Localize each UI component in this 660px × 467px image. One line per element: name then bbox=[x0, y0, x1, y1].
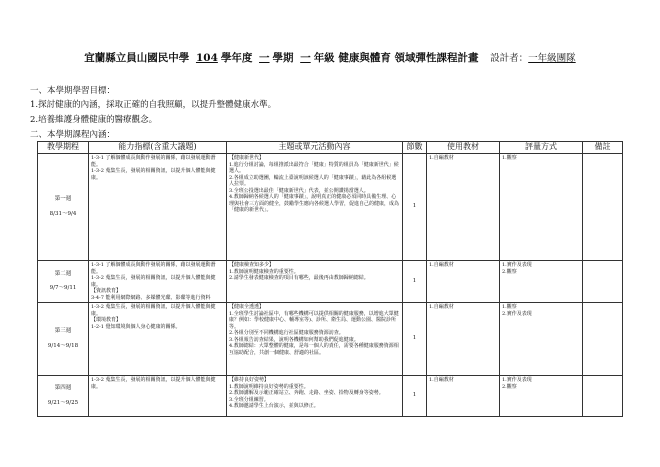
indicator-cell bbox=[89, 303, 227, 376]
indicator-cell bbox=[89, 261, 227, 303]
course-table bbox=[37, 141, 623, 417]
notes-cell bbox=[583, 154, 623, 261]
table-row bbox=[38, 261, 623, 303]
assessment-line: 1.觀察 bbox=[502, 304, 517, 310]
content-line: 4.教師總結：大眾整體的健康，是每一個人的責任，需要各種健康服務資源相互協助配合，共創一個健康、舒適的社區。 bbox=[229, 343, 399, 356]
content-line: 2.各組成立助選團，輪流上臺說明該候選人的「健康事蹟」，藉此為各組候選人拉票。 bbox=[229, 174, 397, 187]
table-row bbox=[38, 154, 623, 261]
periods-cell: 1 bbox=[403, 376, 427, 417]
periods-cell: 1 bbox=[403, 303, 427, 376]
content-line: 1.教師說明維持良好姿勢的重要性。 bbox=[229, 383, 309, 390]
materials-cell: 1.自編教材 bbox=[427, 303, 500, 376]
periods-cell: 1 bbox=[403, 261, 427, 303]
assessment-cell bbox=[500, 303, 583, 376]
week-cell bbox=[38, 376, 89, 417]
grade: 一 bbox=[300, 52, 311, 64]
content-line: 1.教師說明健康檢查的重要性。 bbox=[229, 268, 299, 275]
assessment-line: 2.觀察 bbox=[502, 383, 517, 390]
indicator-line: 1-3-2 蒐集生長，發展的相關資訊，以提升個人體能與健康。 bbox=[91, 275, 216, 288]
designer-value: 一年級團隊 bbox=[528, 53, 576, 64]
semester-label: 學期 bbox=[272, 52, 294, 64]
assessment-cell bbox=[500, 376, 583, 417]
week-label: 第一週 bbox=[54, 196, 72, 203]
indicator-line: 1-3-1 了解個體成長與動作發展的關係，藉以發展運動潛能。 bbox=[91, 155, 216, 168]
week-dates: 9/14～9/18 bbox=[47, 342, 79, 349]
week-dates: 8/31～9/4 bbox=[49, 210, 77, 217]
document-title bbox=[0, 50, 660, 65]
subject: 健康與體育 bbox=[338, 52, 391, 64]
table-row bbox=[38, 303, 623, 376]
column-header: 使用教材 bbox=[427, 142, 500, 154]
week-label: 第四週 bbox=[54, 385, 72, 392]
content-line: 2.請學生發表健康檢查的項目有哪些，最後再由教師歸納總結。 bbox=[229, 275, 369, 281]
designer bbox=[490, 53, 576, 64]
school-name: 宜蘭縣立員山國民中學 bbox=[84, 52, 190, 64]
column-header: 評量方式 bbox=[500, 142, 583, 154]
indicator-line: 【環境教育】 bbox=[91, 317, 122, 323]
indicator-line: 【資訊教育】 bbox=[91, 288, 122, 294]
week-cell bbox=[38, 154, 89, 261]
column-header: 備註 bbox=[583, 142, 623, 154]
assessment-line: 1.觀察 bbox=[502, 155, 517, 161]
notes-cell bbox=[583, 303, 623, 376]
indicator-cell bbox=[89, 154, 227, 261]
objective-item: 1.探討健康的內涵，採取正確的自我照顧，以提升整體健康水準。 bbox=[30, 100, 277, 110]
assessment-line: 1.實作及表現 bbox=[502, 377, 532, 383]
week-cell bbox=[38, 261, 89, 303]
materials-cell: 1.自編教材 bbox=[427, 154, 500, 261]
assessment-line: 2.實作及表現 bbox=[502, 310, 532, 317]
column-header: 教學期程 bbox=[38, 142, 89, 154]
column-header: 能力指標(含重大議題) bbox=[89, 142, 227, 154]
content-line: 3.各組報告訪查結果，說明各機構如何幫助我們促進健康。 bbox=[229, 336, 359, 343]
indicator-line: 1-2-1 覺知環境與個人身心健康的關係。 bbox=[91, 323, 181, 330]
content-line: 2.各組分別至不同機構進行社區健康服務資源訪查。 bbox=[229, 330, 344, 336]
content-line: 4.教師邀請學生上台演示，並與以修正。 bbox=[229, 403, 319, 409]
content-cell bbox=[227, 154, 403, 261]
assessment-cell bbox=[500, 261, 583, 303]
grade-label: 年級 bbox=[313, 52, 335, 64]
indicator-line: 1-3-1 了解個體成長與動作發展的關係，藉以發展運動潛能。 bbox=[91, 262, 216, 275]
week-cell bbox=[38, 303, 89, 376]
week-dates: 9/21～9/25 bbox=[47, 399, 79, 406]
content-line: 【健康檢查知多少】 bbox=[229, 262, 275, 268]
week-dates: 9/7～9/11 bbox=[49, 285, 77, 292]
content-cell bbox=[227, 261, 403, 303]
indicator-line: 1-3-2 蒐集生長，發展的相關資訊，以提升個人體能與健康。 bbox=[91, 304, 216, 317]
materials-cell: 1.自編教材 bbox=[427, 376, 500, 417]
objectives-heading: 一、本學期學習目標： bbox=[30, 86, 116, 96]
indicator-line: 1-3-2 蒐集生長，發展的相關資訊，以提升個人體能與健康。 bbox=[91, 377, 216, 390]
periods-cell: 1 bbox=[403, 154, 427, 261]
content-line: 【健康全透透】 bbox=[229, 304, 265, 310]
objective-item: 2.培養維護身體健康的醫療觀念。 bbox=[30, 115, 158, 125]
indicator-line: 1-3-2 蒐集生長，發展的相關資訊，以提升個人體能與健康。 bbox=[91, 168, 216, 181]
plan-label: 領域彈性課程計畫 bbox=[394, 52, 479, 64]
materials-cell: 1.自編教材 bbox=[427, 261, 500, 303]
indicator-cell bbox=[89, 376, 227, 417]
column-header: 節數 bbox=[403, 142, 427, 154]
content-line: 【健康新世代】 bbox=[229, 155, 265, 161]
course-heading: 二、本學期課程內涵： bbox=[30, 130, 116, 140]
assessment-cell bbox=[500, 154, 583, 261]
assessment-line: 2.觀察 bbox=[502, 268, 517, 275]
indicator-line: 3-4-7 能利用網際網路、多媒體光碟、影碟等進行資料 bbox=[91, 294, 211, 301]
assessment-line: 1.實作及表現 bbox=[502, 262, 532, 268]
school-year: 104 bbox=[195, 52, 218, 64]
content-line: 【維持良好姿勢】 bbox=[229, 377, 270, 383]
content-line: 3.全班公投選出最佳「健康新世代」代表，並公開讚揚當選人。 bbox=[229, 187, 369, 194]
content-cell bbox=[227, 303, 403, 376]
table-row bbox=[38, 376, 623, 417]
content-line: 1.進行分組討論，每組推派出最符合「健康」特質的組員為「健康新世代」候選人。 bbox=[229, 161, 399, 174]
week-label: 第三週 bbox=[54, 328, 72, 335]
content-line: 4.教師歸納各候選人的「健康事蹟」，說明真正的健康必須同時具備生理、心理與社會三方面的健全，鼓勵學生應向各候選人學習，促進自己的健康，成為「健康的新世代」。 bbox=[229, 194, 400, 213]
table-header-row bbox=[38, 142, 623, 154]
content-line: 3.全班分組練習。 bbox=[229, 396, 269, 403]
week-label: 第二週 bbox=[54, 270, 72, 277]
content-line: 2.教師講解及示範正確站立、奔跑、走路、坐姿、拾物及轉身等姿勢。 bbox=[229, 390, 384, 396]
designer-label: 設計者： bbox=[490, 53, 529, 64]
year-label: 學年度 bbox=[220, 52, 253, 64]
content-line: 1.全班學生討論社區中，有哪些機構可以提供相關的健康服務，以增進大眾健康？例如：學校健康中心、輔導室等)、診所、衛生局、運動公園、醫院診所等。 bbox=[229, 310, 399, 330]
notes-cell bbox=[583, 261, 623, 303]
column-header: 主題或單元活動內容 bbox=[227, 142, 403, 154]
semester: 一 bbox=[259, 52, 270, 64]
notes-cell bbox=[583, 376, 623, 417]
content-cell bbox=[227, 376, 403, 417]
